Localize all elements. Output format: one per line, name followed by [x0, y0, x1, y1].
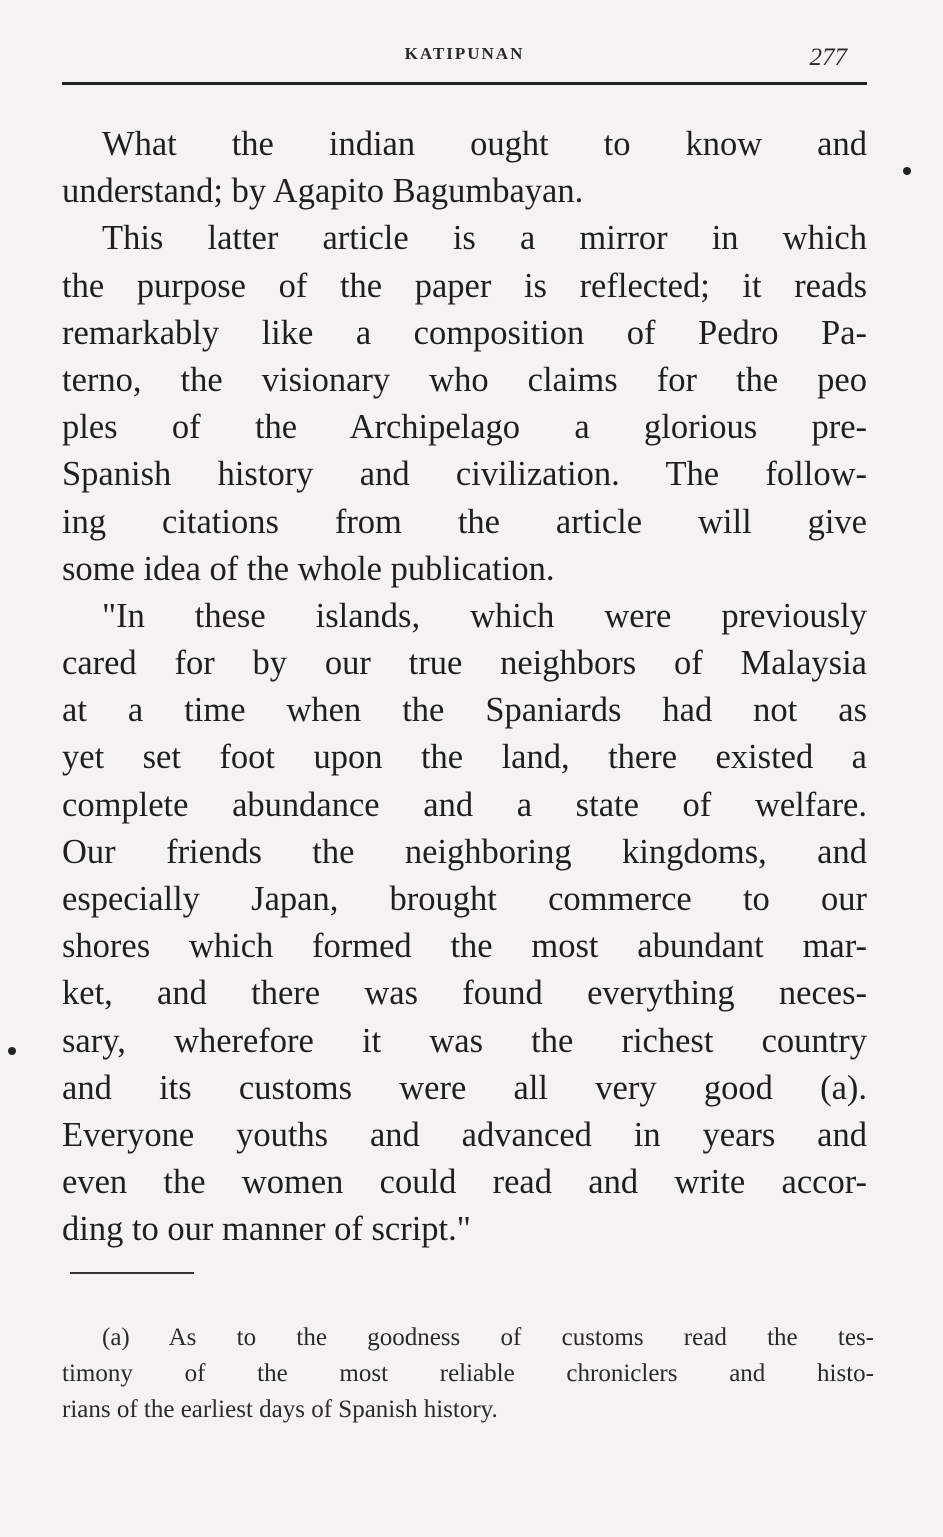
ink-speck	[8, 1047, 16, 1055]
text-line: sary, wherefore it was the richest country	[62, 1021, 867, 1060]
text-line: and its customs were all very good (a).	[62, 1068, 867, 1107]
text-line: shores which formed the most abundant mar-	[62, 927, 867, 966]
running-head	[62, 38, 867, 88]
text-line: the purpose of the paper is reflected; it reads	[62, 266, 867, 305]
text-line: especially Japan, brought commerce to our	[62, 880, 867, 918]
text-line: What the indian ought to know and	[102, 125, 867, 163]
text-line: understand; by Agapito Bagumbayan.	[62, 172, 584, 211]
text-line: Our friends the neighboring kingdoms, and	[62, 832, 867, 871]
text-line: complete abundance and a state of welfare.	[62, 785, 867, 824]
text-line: even the women could read and write accor-	[62, 1163, 867, 1202]
ink-speck	[903, 167, 911, 175]
running-title: KATIPUNAN	[404, 44, 525, 63]
footnote	[62, 1320, 874, 1428]
body-text	[62, 121, 867, 1254]
text-line: ket, and there was found everything neces-	[62, 974, 867, 1013]
text-line: Everyone youths and advanced in years and	[62, 1115, 867, 1154]
footnote-rule	[70, 1272, 194, 1274]
text-line: at a time when the Spaniards had not as	[62, 691, 867, 730]
text-line: This latter article is a mirror in which	[102, 219, 867, 258]
text-line: cared for by our true neighbors of Malaysia	[62, 644, 867, 683]
footnote-line: timony of the most reliable chroniclers and histo-	[62, 1360, 874, 1387]
text-line: Spanish history and civilization. The follow-	[62, 455, 867, 494]
text-line: ing citations from the article will give	[62, 502, 867, 541]
text-line: some idea of the whole publication.	[62, 549, 555, 588]
footnote-line: rians of the earliest days of Spanish history.	[62, 1396, 498, 1423]
text-line: ples of the Archipelago a glorious pre-	[62, 408, 867, 447]
footnote-line: (a) As to the goodness of customs read the tes-	[102, 1324, 874, 1351]
text-line: ding to our manner of script."	[62, 1210, 471, 1249]
text-line: terno, the visionary who claims for the peo	[62, 360, 867, 399]
text-line: yet set foot upon the land, there existed a	[62, 738, 867, 777]
text-line: remarkably like a composition of Pedro Pa-	[62, 313, 867, 352]
header-rule	[62, 82, 867, 85]
page-number: 277	[809, 44, 847, 71]
text-line: "In these islands, which were previously	[102, 596, 867, 635]
